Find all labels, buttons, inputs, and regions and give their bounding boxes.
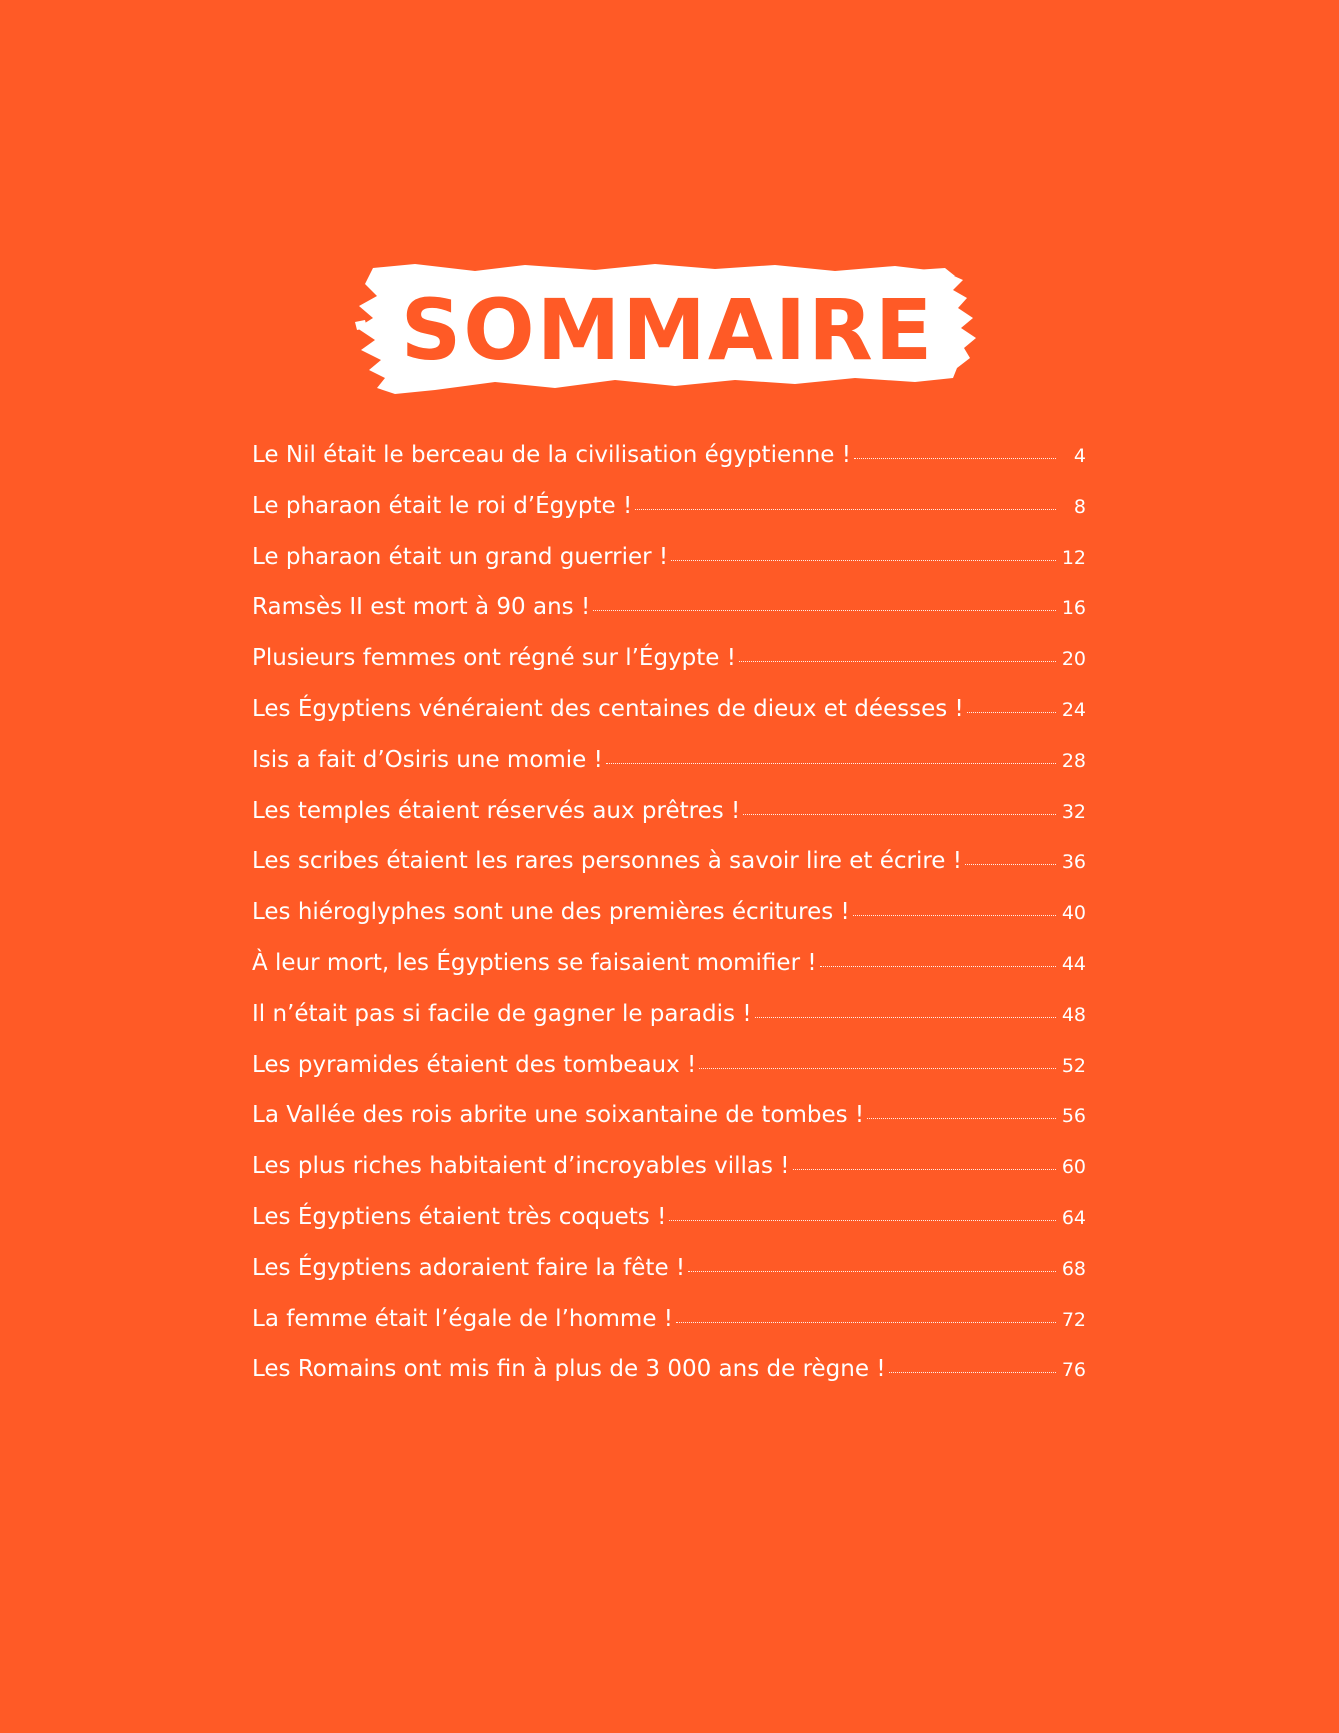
toc-entry-page: 44	[1061, 952, 1086, 975]
dot-leader	[688, 1270, 1056, 1272]
dot-leader	[793, 1168, 1056, 1170]
title-banner	[355, 262, 980, 396]
toc-entry-page: 40	[1061, 902, 1086, 925]
toc-entry[interactable]	[252, 442, 1086, 493]
toc-entry-page: 60	[1061, 1156, 1086, 1179]
toc-entry[interactable]	[252, 950, 1086, 1001]
dot-leader	[853, 914, 1056, 916]
toc-entry[interactable]	[252, 594, 1086, 645]
dot-leader	[671, 559, 1056, 561]
toc-entry-title: Les temples étaient réservés aux prêtres !	[252, 797, 741, 824]
toc-entry-page: 8	[1073, 495, 1086, 518]
toc-entry-title: Le pharaon était un grand guerrier !	[252, 543, 669, 570]
toc-entry[interactable]	[252, 493, 1086, 544]
toc-entry[interactable]	[252, 747, 1086, 798]
toc-entry-page: 72	[1061, 1308, 1086, 1331]
toc-entry-title: Il n’était pas si facile de gagner le paradis !	[252, 1000, 752, 1027]
toc-entry-page: 64	[1061, 1206, 1086, 1229]
toc-entry[interactable]	[252, 1356, 1086, 1407]
dot-leader	[743, 813, 1056, 815]
toc-entry[interactable]	[252, 696, 1086, 747]
page-title: SOMMAIRE	[400, 281, 935, 379]
toc-entry-page: 48	[1061, 1003, 1086, 1026]
toc-entry-title: Les Égyptiens adoraient faire la fête !	[252, 1254, 686, 1281]
dot-leader	[854, 457, 1056, 459]
dot-leader	[965, 863, 1056, 865]
toc-entry-page: 52	[1061, 1054, 1086, 1077]
toc-entry[interactable]	[252, 544, 1086, 595]
toc-entry-title: La Vallée des rois abrite une soixantaine de tombes !	[252, 1102, 865, 1129]
toc-entry-page: 4	[1073, 445, 1086, 467]
toc-entry[interactable]	[252, 1255, 1086, 1306]
toc-entry-title: À leur mort, les Égyptiens se faisaient momifier !	[252, 949, 817, 976]
toc-entry-page: 12	[1061, 546, 1086, 569]
toc-entry[interactable]	[252, 645, 1086, 696]
dot-leader	[676, 1321, 1056, 1323]
toc-entry-title: La femme était l’égale de l’homme !	[252, 1305, 674, 1332]
dot-leader	[820, 965, 1056, 967]
toc-entry-page: 24	[1061, 698, 1086, 721]
toc-entry-page: 76	[1061, 1359, 1086, 1382]
toc-entry[interactable]	[252, 1052, 1086, 1103]
toc-entry[interactable]	[252, 848, 1086, 899]
toc-entry-title: Les Égyptiens étaient très coquets !	[252, 1203, 667, 1230]
dot-leader	[699, 1067, 1056, 1069]
toc-entry[interactable]	[252, 1306, 1086, 1357]
dot-leader	[593, 609, 1056, 611]
toc-entry[interactable]	[252, 899, 1086, 950]
toc-entry-title: Le Nil était le berceau de la civilisation égyptienne !	[252, 442, 851, 468]
toc-entry-page: 36	[1061, 851, 1086, 874]
toc-entry-title: Isis a fait d’Osiris une momie !	[252, 746, 603, 773]
toc-entry-title: Les Romains ont mis fin à plus de 3 000 ans de règne !	[252, 1356, 886, 1383]
toc-entry[interactable]	[252, 1102, 1086, 1153]
toc-entry[interactable]	[252, 1204, 1086, 1255]
toc-entry-page: 16	[1061, 597, 1086, 620]
toc-entry[interactable]	[252, 1153, 1086, 1204]
toc-entry-title: Les scribes étaient les rares personnes à savoir lire et écrire !	[252, 848, 962, 875]
toc-entry-title: Plusieurs femmes ont régné sur l’Égypte !	[252, 645, 736, 672]
toc-entry-title: Les hiéroglyphes sont une des premières écritures !	[252, 899, 850, 926]
toc-entry-page: 28	[1061, 749, 1086, 772]
toc-entry-title: Ramsès II est mort à 90 ans !	[252, 594, 591, 621]
toc-entry-title: Les pyramides étaient des tombeaux !	[252, 1051, 697, 1078]
toc-entry-page: 32	[1061, 800, 1086, 823]
dot-leader	[739, 660, 1056, 662]
dot-leader	[669, 1219, 1056, 1221]
dot-leader	[867, 1117, 1056, 1119]
toc-entry-page: 56	[1061, 1105, 1086, 1128]
toc-entry-page: 68	[1061, 1257, 1086, 1280]
dot-leader	[635, 508, 1056, 510]
table-of-contents	[252, 442, 1086, 1407]
toc-entry[interactable]	[252, 1001, 1086, 1052]
dot-leader	[755, 1016, 1056, 1018]
toc-entry-title: Les Égyptiens vénéraient des centaines de dieux et déesses !	[252, 695, 964, 722]
dot-leader	[967, 711, 1056, 713]
toc-entry-title: Les plus riches habitaient d’incroyables villas !	[252, 1153, 790, 1180]
dot-leader	[606, 762, 1056, 764]
toc-entry[interactable]	[252, 798, 1086, 849]
toc-entry-title: Le pharaon était le roi d’Égypte !	[252, 492, 633, 519]
dot-leader	[889, 1371, 1056, 1373]
toc-entry-page: 20	[1061, 648, 1086, 671]
